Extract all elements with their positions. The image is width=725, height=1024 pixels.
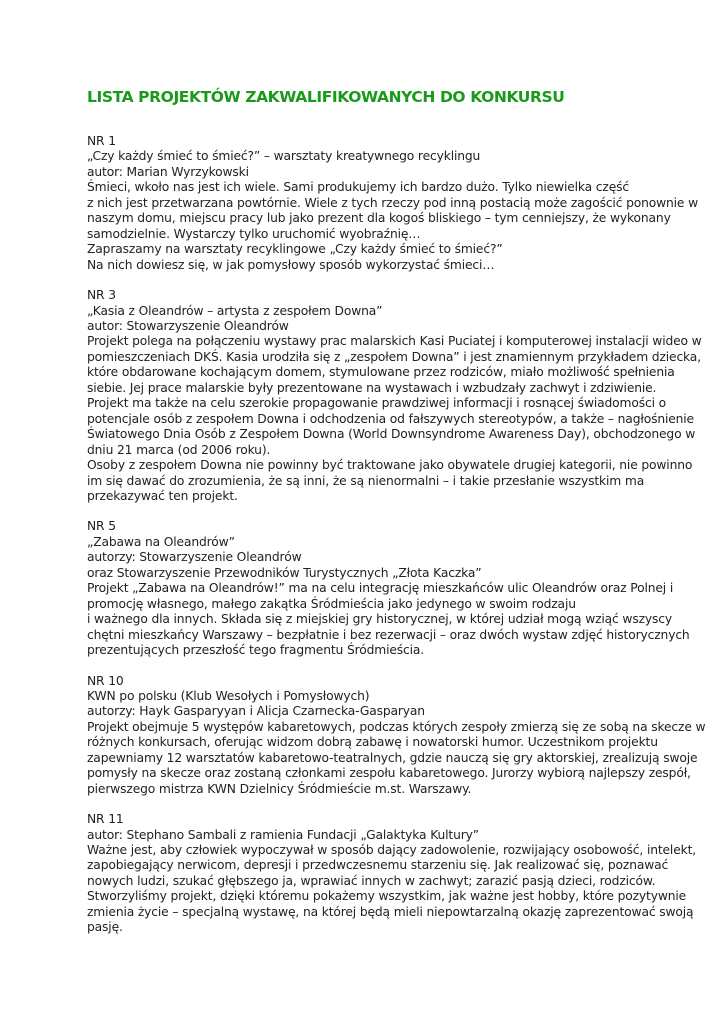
project-text-line: autor: Stowarzyszenie Oleandrów xyxy=(87,318,289,333)
project-text-line: potencjale osób z zespołem Downa i odchodzenia od fałszywych stereotypów, a także – nagłośnienie xyxy=(87,411,694,426)
project-number: NR 10 xyxy=(87,673,124,688)
project-text-line: autor: Marian Wyrzykowski xyxy=(87,164,249,179)
project-text-line: naszym domu, miejscu pracy lub jako prezent dla kogoś bliskiego – tym cenniejszy, że wykonany xyxy=(87,211,671,226)
project-text-line: autorzy: Stowarzyszenie Oleandrów xyxy=(87,550,302,565)
project-text-line: przekazywać ten projekt. xyxy=(87,488,238,503)
project-text-line: „Czy każdy śmieć to śmieć?” – warsztaty kreatywnego recyklingu xyxy=(87,149,481,164)
project-number: NR 5 xyxy=(87,519,116,534)
project-entry xyxy=(87,288,702,504)
project-text-line: nowych ludzi, szukać głębszego ja, wprawiać innych w zachwyt; zarazić pasją dzieci, rodziców. xyxy=(87,873,656,888)
project-text-line: „Kasia z Oleandrów – artysta z zespołem Downa” xyxy=(87,303,383,318)
project-number: NR 3 xyxy=(87,288,116,303)
project-text-line: autor: Stephano Sambali z ramienia Fundacji „Galaktyka Kultury” xyxy=(87,827,479,842)
project-text-line: autorzy: Hayk Gasparyyan i Alicja Czarnecka-Gasparyan xyxy=(87,704,425,719)
project-text-line: samodzielnie. Wystarczy tylko uruchomić wyobraźnię… xyxy=(87,226,421,241)
project-text-line: i ważnego dla innych. Składa się z miejskiej gry historycznej, w której udział mogą wziąć wszyscy xyxy=(87,612,673,627)
project-text-line: pomysły na skecze oraz zostaną członkami zespołu kabaretowego. Jurorzy wybiorą najlepszy zespół, xyxy=(87,766,691,781)
project-text-line: KWN po polsku (Klub Wesołych i Pomysłowych) xyxy=(87,688,370,703)
project-text-line: Ważne jest, aby człowiek wypoczywał w sposób dający zadowolenie, rozwijający osobowość, intelekt, xyxy=(87,843,697,858)
project-text-line: „Zabawa na Oleandrów” xyxy=(87,534,235,549)
project-text-line: Zapraszamy na warsztaty recyklingowe „Czy każdy śmieć to śmieć?” xyxy=(87,242,503,257)
project-text-line: Projekt „Zabawa na Oleandrów!” ma na celu integrację mieszkańców ulic Oleandrów oraz Polnej i xyxy=(87,581,674,596)
project-text-line: zapobiegający nerwicom, depresji i przedwczesnemu starzeniu się. Jak realizować się, poznawać xyxy=(87,858,669,873)
document-page xyxy=(87,88,706,951)
project-entry xyxy=(87,673,706,798)
project-entry xyxy=(87,812,697,936)
project-number: NR 1 xyxy=(87,134,116,148)
project-number: NR 11 xyxy=(87,812,124,827)
document-title: LISTA PROJEKTÓW ZAKWALIFIKOWANYCH DO KONKURSU xyxy=(87,88,565,106)
project-text-line: Osoby z zespołem Downa nie powinny być traktowane jako obywatele drugiej kategorii, nie powinno xyxy=(87,458,693,473)
project-text-line: pierwszego mistrza KWN Dzielnicy Śródmieście m.st. Warszawy. xyxy=(87,781,472,796)
project-text-line: zapewniamy 12 warsztatów kabaretowo-teatralnych, gdzie nauczą się gry aktorskiej, zrealizują swoje xyxy=(87,750,698,765)
project-text-line: Śmieci, wkoło nas jest ich wiele. Sami produkujemy ich bardzo dużo. Tylko niewielka część xyxy=(87,180,629,195)
project-text-line: Projekt polega na połączeniu wystawy prac malarskich Kasi Puciatej i komputerowej instalacji wideo w xyxy=(87,334,702,349)
project-text-line: Stworzyliśmy projekt, dzięki któremu pokażemy wszystkim, jak ważne jest hobby, które pozytywnie xyxy=(87,889,687,904)
project-text-line: prezentujących przeszłość tego fragmentu Śródmieścia. xyxy=(87,643,425,658)
project-text-line: zmienia życie – specjalną wystawę, na której będą mieli niepowtarzalną okazję zaprezentować swoją xyxy=(87,904,694,919)
project-text-line: dniu 21 marca (od 2006 roku). xyxy=(87,442,271,457)
project-text-line: oraz Stowarzyszenie Przewodników Turystycznych „Złota Kaczka” xyxy=(87,565,482,580)
project-text-line: Projekt ma także na celu szerokie propagowanie prawdziwej informacji i rosnącej świadomości o xyxy=(87,396,666,411)
project-entry xyxy=(87,134,699,273)
project-text-line: różnych konkursach, oferując widzom dobrą zabawę i nowatorski humor. Uczestnikom projektu xyxy=(87,735,658,750)
project-text-line: siebie. Jej prace malarskie były prezentowane na wystawach i wzbudzały zachwyt i zdziwienie. xyxy=(87,380,657,395)
project-text-line: im się dawać do zrozumienia, że są inni, że są nienormalni – i takie przesłanie wszystkim ma xyxy=(87,473,645,488)
project-text-line: Światowego Dnia Osób z Zespołem Downa (World Downsyndrome Awareness Day), obchodzonego w xyxy=(87,427,696,442)
project-text-line: z nich jest przetwarzana powtórnie. Wiele z tych rzeczy pod inną postacią może zagościć ponownie w xyxy=(87,195,699,210)
project-entry xyxy=(87,519,690,658)
project-text-line: Projekt obejmuje 5 występów kabaretowych, podczas których zespoły zmierzą się ze sobą na skecze w xyxy=(87,719,706,734)
project-text-line: promocję własnego, małego zakątka Śródmieścia jako jedynego w swoim rodzaju xyxy=(87,596,576,611)
project-text-line: które obdarowane kochającym domem, stymulowane przez rodziców, miało możliwość spełnienia xyxy=(87,365,675,380)
project-text-line: pomieszczeniach DKŚ. Kasia urodziła się z „zespołem Downa” i jest znamiennym przykładem dziecka, xyxy=(87,349,701,364)
project-text-line: chętni mieszkańcy Warszawy – bezpłatnie i bez rezerwacji – oraz dwóch wystaw zdjęć historycznych xyxy=(87,627,690,642)
project-list xyxy=(87,134,706,936)
project-text-line: pasję. xyxy=(87,920,123,935)
project-text-line: Na nich dowiesz się, w jak pomysłowy sposób wykorzystać śmieci… xyxy=(87,257,495,272)
